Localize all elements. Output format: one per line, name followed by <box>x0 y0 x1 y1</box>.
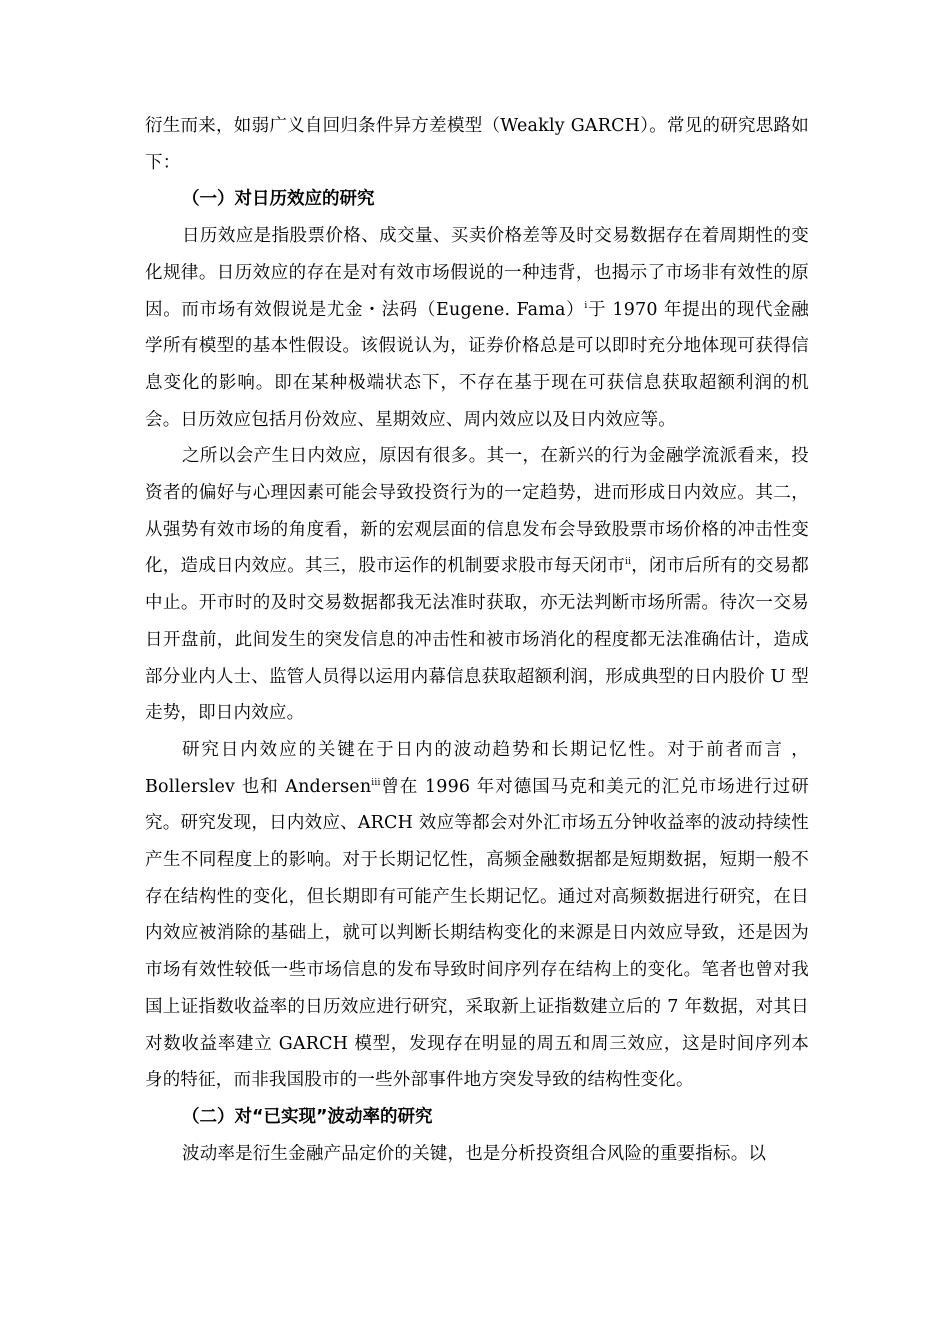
paragraph-intro-continued: 衍生而来，如弱广义自回归条件异方差模型（Weakly GARCH）。常见的研究思路如下： <box>145 116 809 173</box>
paragraph-calendar-effect <box>145 218 809 438</box>
paragraph-text-part: 曾在 1996 年对德国马克和美元的汇兑市场进行过研究。研究发现，日内效应、ARCH 效应等都会对外汇市场五分钟收益率的波动持续性产生不同程度上的影响。对于长期记忆性，高频金融数据都是短期数据，短期一般不存在结构性的变化，但长期即有可能产生长期记忆。通过对高频数据进行研究，在日内效应被消除的基础上，就可以判断长期结构变化的来源是日内效应导致，还是因为市场有效性较低一些市场信息的发布导致时间序列存在结构上的变化。笔者也曾对我国上证指数收益率的日历效应进行研究，采取新上证指数建立后的 7 年数据，对其日对数收益率建立 GARCH 模型，发现存在明显的周五和周三效应，这是时间序列本身的特征，而非我国股市的一些外部事件地方突发导致的结构性变化。 <box>145 776 809 1091</box>
footnote-reference[interactable]: i <box>584 300 588 311</box>
paragraph-text-part: 日历效应是指股票价格、成交量、买卖价格差等及时交易数据存在着周期性的变化规律。日历效应的存在是对有效市场假说的一种违背，也揭示了市场非有效性的原因。而市场有效假说是尤金・法码（Eugene. Fama） <box>145 226 809 320</box>
paragraph-text-part: 于 1970 年提出的现代金融学所有模型的基本性假设。该假说认为，证券价格总是可以即时充分地体现可获得信息变化的影响。即在某种极端状态下，不存在基于现在可获信息获取超额利润的机会。日历效应包括月份效应、星期效应、周内效应以及日内效应等。 <box>145 299 809 430</box>
section-heading-calendar-effect: （一）对日历效应的研究 <box>182 189 375 210</box>
paragraph-intraday-causes <box>145 438 809 732</box>
paragraph-intraday-research <box>145 732 809 1099</box>
paragraph-text-part: 之所以会产生日内效应，原因有很多。其一，在新兴的行为金融学流派看来，投资者的偏好与心理因素可能会导致投资行为的一定趋势，进而形成日内效应。其二，从强势有效市场的角度看，新的宏观层面的信息发布会导致股票市场价格的冲击性变化，造成日内效应。其三，股市运作的机制要求股市每天闭市 <box>145 446 809 577</box>
footnote-reference[interactable]: ii <box>625 557 632 568</box>
document-page <box>145 108 809 1172</box>
paragraph-text-part: 研究日内效应的关键在于日内的波动趋势和长期记忆性。对于前者而言 ，Bollerslev 也和 Andersen <box>145 739 809 797</box>
paragraph-volatility: 波动率是衍生金融产品定价的关键，也是分析投资组合风险的重要指标。以 <box>182 1143 767 1164</box>
section-heading-realized-volatility: （二）对“已实现”波动率的研究 <box>182 1106 433 1127</box>
paragraph-text-part: ，闭市后所有的交易都中止。开市时的及时交易数据都我无法准时获取，亦无法判断市场所需。待次一交易日开盘前，此间发生的突发信息的冲击性和被市场消化的程度都无法准确估计，造成部分业内人士、监管人员得以运用内幕信息获取超额利润，形成典型的日内股价 U 型走势，即日内效应。 <box>145 556 809 724</box>
footnote-reference[interactable]: iii <box>371 777 381 788</box>
